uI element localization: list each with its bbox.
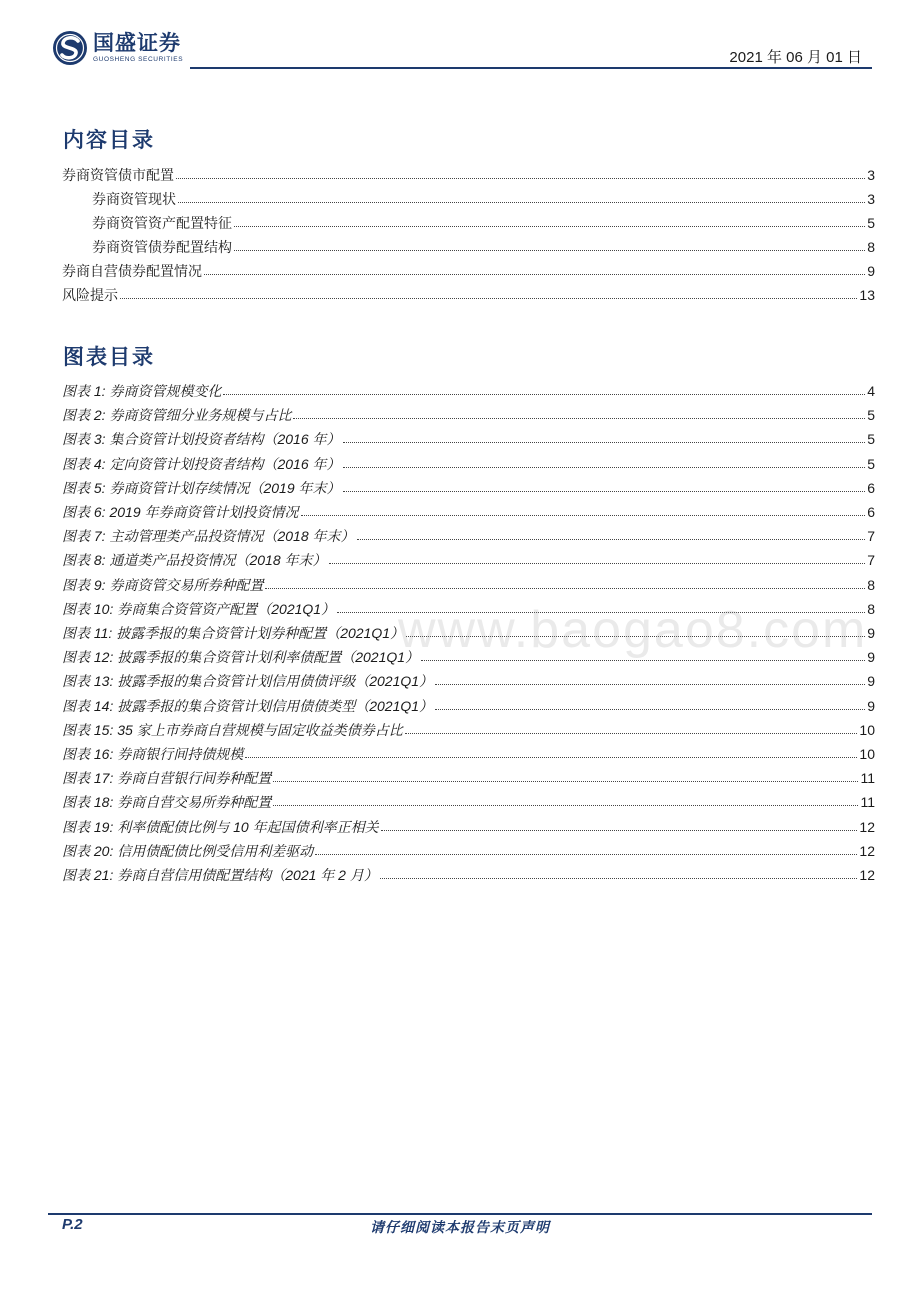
figure-entry[interactable] — [62, 814, 875, 836]
brand-subtitle: GUOSHENG SECURITIES — [93, 56, 184, 63]
dot-leader — [343, 467, 866, 468]
toc-entry[interactable] — [92, 210, 875, 232]
figure-entry-page: 12 — [859, 842, 875, 859]
figure-entry-page: 6 — [867, 479, 875, 496]
dot-leader — [265, 588, 865, 589]
figure-entry-label: 图表 3: 集合资管计划投资者结构（2016 年） — [62, 431, 341, 448]
figure-entry-page: 9 — [867, 649, 875, 666]
figure-entry-page: 9 — [867, 673, 875, 690]
dot-leader — [405, 733, 858, 734]
toc-entry-page: 3 — [867, 191, 875, 207]
figure-entry-page: 12 — [859, 818, 875, 835]
dot-leader — [343, 442, 866, 443]
header-divider — [190, 67, 872, 69]
figure-entry[interactable] — [62, 378, 875, 400]
toc-entry-label: 券商资管债市配置 — [62, 167, 174, 183]
figure-entry-label: 图表 11: 披露季报的集合资管计划券种配置（2021Q1） — [62, 625, 405, 641]
toc-entry-label: 券商资管债券配置结构 — [92, 239, 232, 255]
figure-entry[interactable] — [62, 402, 875, 424]
report-date: 2021 年 06 月 01 日 — [729, 49, 862, 66]
figure-entry[interactable] — [62, 475, 875, 497]
dot-leader — [273, 781, 858, 782]
figure-entry-label: 图表 14: 披露季报的集合资管计划信用债债类型（2021Q1） — [62, 697, 434, 714]
dot-leader — [343, 491, 866, 492]
watermark: www.baogao8.com — [398, 601, 868, 659]
disclaimer-note: 请仔细阅读本报告末页声明 — [370, 1219, 550, 1235]
company-logo — [52, 28, 183, 68]
dot-leader — [435, 709, 865, 710]
figure-entry-label: 图表 18: 券商自营交易所券种配置 — [62, 794, 272, 811]
figure-entry-label: 图表 2: 券商资管细分业务规模与占比 — [62, 407, 292, 424]
figure-entry-label: 图表 12: 披露季报的集合资管计划利率债配置（2021Q1） — [62, 649, 420, 666]
toc-entry-label: 券商资管现状 — [92, 191, 176, 207]
figure-entry[interactable] — [62, 547, 875, 569]
figure-entry[interactable] — [62, 572, 875, 594]
dot-leader — [273, 805, 858, 806]
figure-entry-page: 11 — [860, 770, 875, 787]
figure-entry-page: 9 — [867, 697, 875, 714]
figure-entry-page: 4 — [867, 383, 875, 399]
dot-leader — [381, 830, 858, 831]
dot-leader — [223, 394, 865, 395]
figure-entry-label: 图表 20: 信用债配债比例受信用利差驱动 — [62, 842, 314, 859]
figure-entry[interactable] — [62, 451, 875, 473]
toc-entry[interactable] — [62, 282, 875, 304]
figure-entry-label: 图表 9: 券商资管交易所券种配置 — [62, 576, 264, 593]
figure-entry-label: 图表 16: 券商银行间持债规模 — [62, 746, 244, 762]
dot-leader — [204, 274, 865, 275]
figure-entry[interactable] — [62, 838, 875, 860]
figure-entry-label: 图表 19: 利率债配债比例与 10 年起国债利率正相关 — [62, 818, 379, 835]
figure-entry-label: 图表 13: 披露季报的集合资管计划信用债债评级（2021Q1） — [62, 673, 434, 690]
figure-entry[interactable] — [62, 499, 875, 521]
figure-entry[interactable] — [62, 693, 875, 715]
toc-entry-label: 风险提示 — [62, 287, 118, 303]
toc-entry-page: 3 — [867, 167, 875, 183]
toc-entry-page: 9 — [867, 263, 875, 279]
dot-leader — [357, 539, 866, 540]
figure-entry-label: 图表 7: 主动管理类产品投资情况（2018 年末） — [62, 528, 355, 545]
figure-entry[interactable] — [62, 668, 875, 690]
page-number: P.2 — [62, 1216, 83, 1233]
toc-entry[interactable] — [92, 186, 875, 208]
figure-entry-page: 7 — [867, 552, 875, 569]
toc-entry[interactable] — [62, 258, 875, 280]
figure-entry-label: 图表 8: 通道类产品投资情况（2018 年末） — [62, 552, 327, 569]
figure-entry[interactable] — [62, 789, 875, 811]
contents-title: 内容目录 — [63, 129, 155, 152]
dot-leader — [120, 298, 857, 299]
figure-entry[interactable] — [62, 426, 875, 448]
guosheng-logo-icon — [52, 30, 88, 66]
figure-entry-page: 10 — [859, 746, 875, 762]
dot-leader — [435, 684, 865, 685]
dot-leader — [301, 515, 866, 516]
figure-entry-page: 7 — [867, 528, 875, 545]
toc-entry-label: 券商资管资产配置特征 — [92, 215, 232, 231]
dot-leader — [176, 178, 865, 179]
figure-entry-label: 图表 4: 定向资管计划投资者结构（2016 年） — [62, 455, 341, 472]
toc-entry-page: 8 — [867, 239, 875, 255]
figure-entry-page: 6 — [867, 504, 875, 520]
footer-divider — [48, 1213, 872, 1215]
figure-entry-label: 图表 5: 券商资管计划存续情况（2019 年末） — [62, 479, 341, 496]
dot-leader — [315, 854, 857, 855]
toc-entry[interactable] — [92, 234, 875, 256]
figure-entry[interactable] — [62, 862, 875, 884]
figure-entry-page: 5 — [867, 455, 875, 472]
dot-leader — [245, 757, 857, 758]
dot-leader — [234, 226, 865, 227]
figure-entry-page: 11 — [860, 794, 875, 811]
figure-entry-label: 图表 17: 券商自营银行间券种配置 — [62, 770, 272, 787]
figure-entry-page: 8 — [867, 600, 875, 617]
toc-entry[interactable] — [62, 162, 875, 184]
dot-leader — [380, 878, 858, 879]
brand-name: 国盛证券 — [93, 32, 181, 55]
figure-entry-label: 图表 10: 券商集合资管资产配置（2021Q1） — [62, 600, 336, 617]
figures-title: 图表目录 — [63, 346, 155, 369]
toc-entry-page: 13 — [859, 287, 875, 303]
dot-leader — [234, 250, 865, 251]
figure-entry[interactable] — [62, 741, 875, 763]
figure-entry-page: 12 — [859, 867, 875, 883]
figure-entry[interactable] — [62, 765, 875, 787]
figure-entry-page: 5 — [867, 431, 875, 448]
figure-entry-label: 图表 15: 35 家上市券商自营规模与固定收益类债券占比 — [62, 721, 403, 738]
figure-entry-label: 图表 6: 2019 年券商资管计划投资情况 — [62, 504, 299, 520]
figure-entry-page: 5 — [867, 407, 875, 424]
figure-entry[interactable] — [62, 523, 875, 545]
figure-entry-label: 图表 1: 券商资管规模变化 — [62, 383, 222, 399]
figure-entry[interactable] — [62, 717, 875, 739]
dot-leader — [293, 418, 865, 419]
toc-entry-page: 5 — [867, 215, 875, 231]
figure-entry-page: 10 — [859, 721, 875, 738]
dot-leader — [329, 563, 866, 564]
toc-entry-label: 券商自营债券配置情况 — [62, 263, 202, 279]
figure-entry-page: 9 — [867, 625, 875, 641]
dot-leader — [178, 202, 865, 203]
figure-entry-label: 图表 21: 券商自营信用债配置结构（2021 年 2 月） — [62, 867, 378, 883]
figure-entry-page: 8 — [867, 576, 875, 593]
dot-leader — [421, 660, 865, 661]
